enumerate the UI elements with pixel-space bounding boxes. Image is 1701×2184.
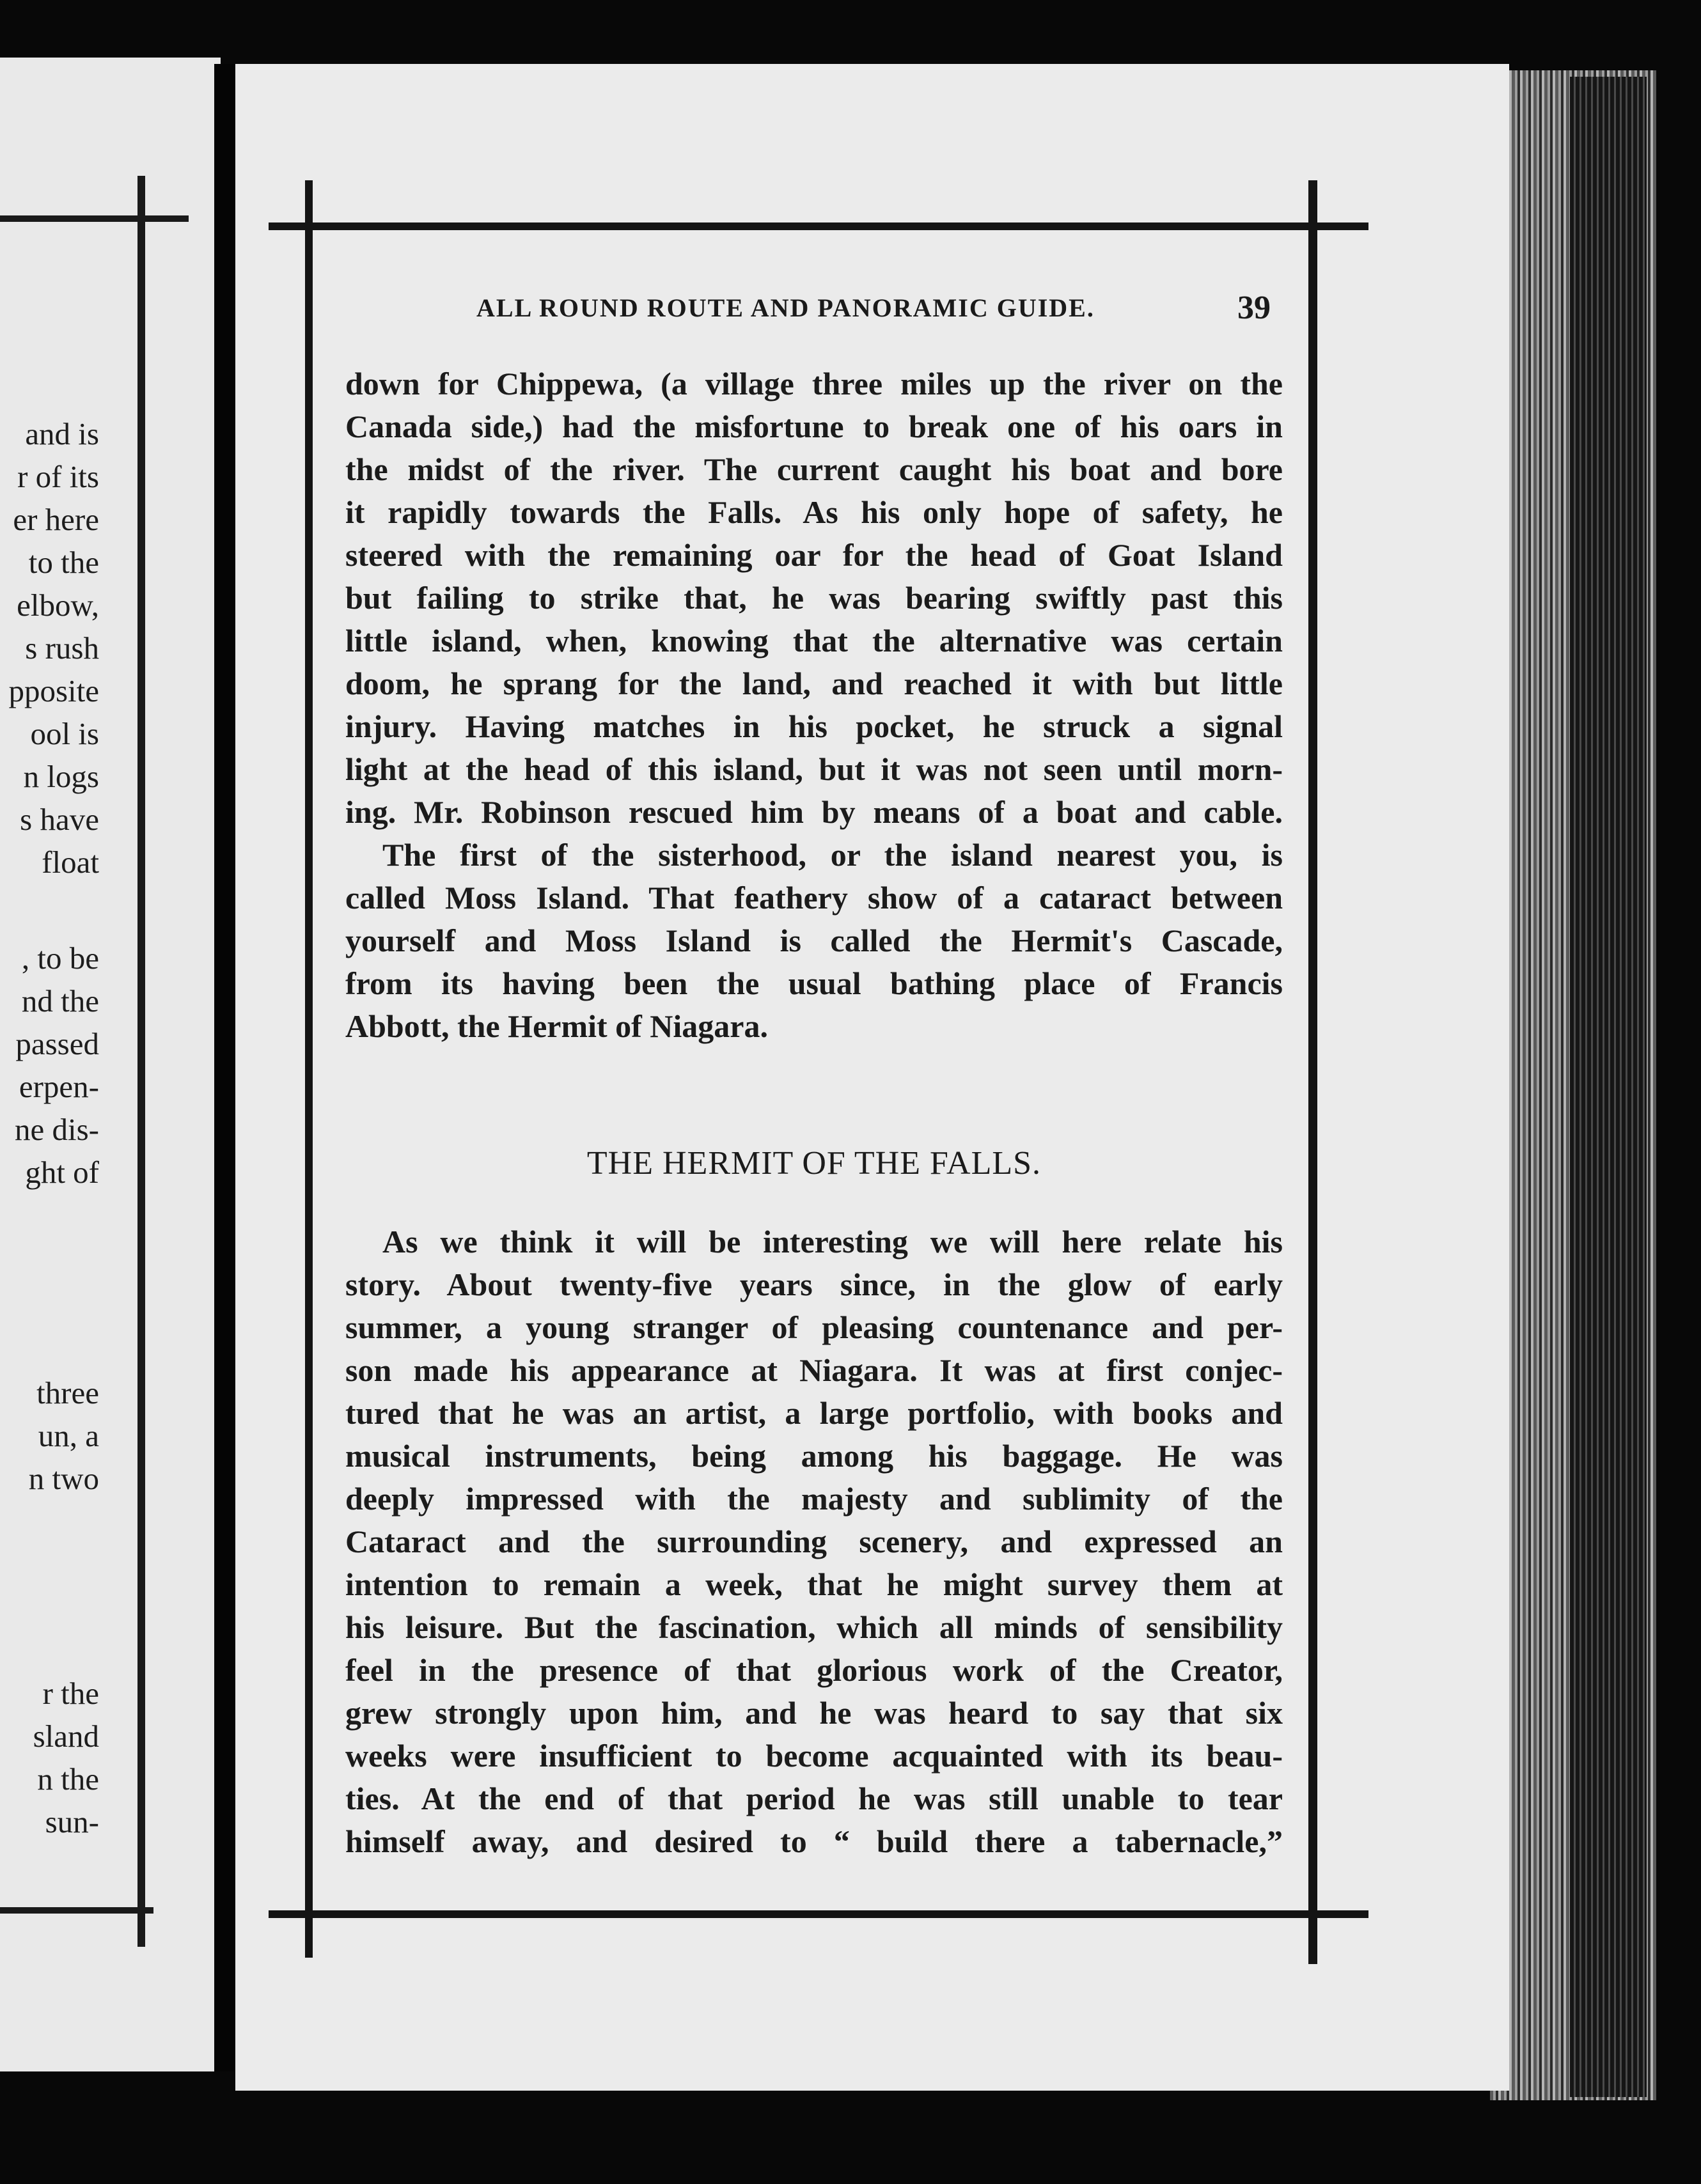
frame-rule-right xyxy=(1308,180,1317,1964)
paragraph-1-line: Canada side,) had the misfortune to break one of his oars in xyxy=(345,409,1283,444)
left-line-fragment: elbow, xyxy=(17,588,99,623)
left-line-fragment: to the xyxy=(28,545,99,580)
paragraph-3-line: ties. At the end of that period he was still unable to tear xyxy=(345,1781,1283,1816)
left-line-fragment: ne dis- xyxy=(15,1112,99,1147)
left-line-fragment: ool is xyxy=(30,716,99,751)
frame-rule-left xyxy=(305,180,313,1958)
running-head: ALL ROUND ROUTE AND PANORAMIC GUIDE. xyxy=(476,293,1095,322)
left-line-fragment: n two xyxy=(28,1461,99,1496)
paragraph-2-line: Abbott, the Hermit of Niagara. xyxy=(345,1008,768,1044)
left-line-fragment: ght of xyxy=(25,1155,99,1190)
left-line-fragment: er here xyxy=(13,502,99,537)
paragraph-1-line: ing. Mr. Robinson rescued him by means of a boat and cable. xyxy=(345,794,1283,830)
frame-rule-top xyxy=(269,222,1368,230)
left-line-fragment: r the xyxy=(42,1676,99,1711)
paragraph-3-line: As we think it will be interesting we will here relate his xyxy=(382,1224,1283,1260)
paragraph-1-line: it rapidly towards the Falls. As his only hope of safety, he xyxy=(345,494,1283,530)
paragraph-3-line: his leisure. But the fascination, which all minds of sensibility xyxy=(345,1609,1283,1645)
left-line-fragment: and is xyxy=(25,416,99,451)
paragraph-3-line: himself away, and desired to “ build there a tabernacle,” xyxy=(345,1823,1283,1859)
left-line-fragment: float xyxy=(42,845,99,880)
paragraph-3-line: musical instruments, being among his baggage. He was xyxy=(345,1438,1283,1474)
paragraph-1-line: injury. Having matches in his pocket, he struck a signal xyxy=(345,708,1283,744)
left-line-fragment: pposite xyxy=(8,673,99,708)
paragraph-1-line: steered with the remaining oar for the head of Goat Island xyxy=(345,537,1283,573)
left-line-fragment: passed xyxy=(15,1026,99,1061)
paragraph-1-line: light at the head of this island, but it was not seen until morn- xyxy=(345,751,1283,787)
page-block-dark-edges xyxy=(1570,77,1647,2097)
paragraph-2-line: called Moss Island. That feathery show of a cataract between xyxy=(345,880,1283,916)
paragraph-1-line: little island, when, knowing that the alternative was certain xyxy=(345,623,1283,659)
paragraph-3-line: Cataract and the surrounding scenery, and expressed an xyxy=(345,1524,1283,1559)
left-page-vertical-rule xyxy=(137,176,145,1947)
paragraph-3-line: tured that he was an artist, a large portfolio, with books and xyxy=(345,1395,1283,1431)
paragraph-3-line: weeks were insufficient to become acquainted with its beau- xyxy=(345,1738,1283,1774)
left-line-fragment: n logs xyxy=(23,759,99,794)
paragraph-2-line: yourself and Moss Island is called the Hermit's Cascade, xyxy=(345,923,1283,958)
left-line-fragment: erpen- xyxy=(19,1069,99,1104)
paragraph-3-line: intention to remain a week, that he might survey them at xyxy=(345,1566,1283,1602)
paragraph-3-line: story. About twenty-five years since, in the glow of early xyxy=(345,1267,1283,1302)
left-line-fragment: s rush xyxy=(25,630,99,666)
paragraph-3-line: feel in the presence of that glorious work of the Creator, xyxy=(345,1652,1283,1688)
left-line-fragment: nd the xyxy=(21,983,99,1018)
left-line-fragment: r of its xyxy=(17,459,99,494)
left-line-fragment: sun- xyxy=(45,1804,99,1839)
page-number: 39 xyxy=(1237,290,1271,326)
paragraph-1-line: but failing to strike that, he was bearing swiftly past this xyxy=(345,580,1283,616)
left-line-fragment: , to be xyxy=(21,940,99,976)
paragraph-2-line: from its having been the usual bathing place of Francis xyxy=(345,965,1283,1001)
left-line-fragment: sland xyxy=(33,1719,99,1754)
paragraph-3-line: grew strongly upon him, and he was heard to say that six xyxy=(345,1695,1283,1731)
left-facing-page xyxy=(0,58,221,2071)
left-line-fragment: three xyxy=(36,1375,99,1410)
paragraph-3-line: deeply impressed with the majesty and sublimity of the xyxy=(345,1481,1283,1517)
paragraph-1-line: down for Chippewa, (a village three miles up the river on the xyxy=(345,366,1283,402)
left-line-fragment: s have xyxy=(20,802,99,837)
paragraph-2-line: The first of the sisterhood, or the island nearest you, is xyxy=(382,837,1283,873)
left-page-text-fragments xyxy=(0,58,131,2071)
left-line-fragment: un, a xyxy=(38,1418,99,1453)
paragraph-3-line: son made his appearance at Niagara. It was at first conjec- xyxy=(345,1352,1283,1388)
section-heading: THE HERMIT OF THE FALLS. xyxy=(586,1145,1042,1182)
paragraph-1-line: the midst of the river. The current caught his boat and bore xyxy=(345,451,1283,487)
paragraph-3-line: summer, a young stranger of pleasing countenance and per- xyxy=(345,1309,1283,1345)
paragraph-1-line: doom, he sprang for the land, and reached it with but little xyxy=(345,666,1283,701)
frame-rule-bottom xyxy=(269,1910,1368,1918)
left-line-fragment: n the xyxy=(37,1761,99,1797)
